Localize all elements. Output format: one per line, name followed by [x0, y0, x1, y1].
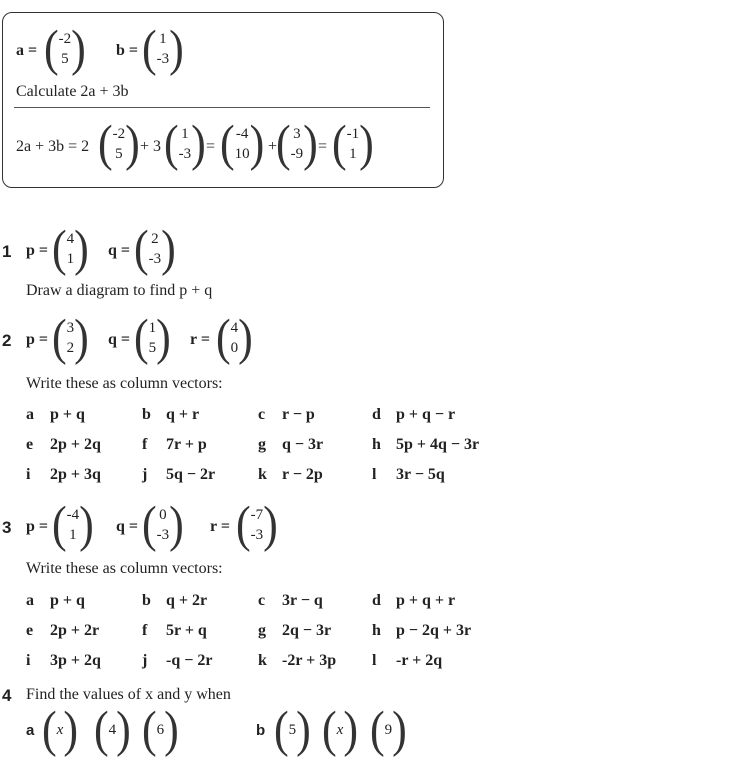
- part-expression: q − 3r: [282, 436, 324, 453]
- q3-part-a: [26, 592, 85, 610]
- q2-instruction: Write these as column vectors:: [26, 375, 223, 392]
- q4-part-a-label: a: [26, 722, 35, 739]
- cell: -2: [112, 126, 126, 142]
- cell: 9: [384, 722, 393, 738]
- part-expression: p + q: [50, 406, 85, 423]
- q3-part-k: [258, 652, 336, 670]
- q3-r-label: r =: [210, 518, 230, 535]
- cell: x: [336, 722, 344, 738]
- part-label: k: [258, 652, 267, 669]
- cell: 3: [293, 126, 301, 142]
- cell: -3: [250, 527, 264, 543]
- part-label: e: [26, 436, 34, 453]
- question-3-number: 3: [2, 518, 12, 537]
- part-label: g: [258, 622, 266, 639]
- q2-part-b: [142, 406, 199, 424]
- part-expression: p + q − r: [396, 406, 456, 423]
- part-label: b: [142, 592, 151, 609]
- part-label: j: [142, 466, 148, 483]
- vector-a-top: -2: [58, 31, 72, 47]
- cell: 10: [234, 146, 250, 162]
- q2-part-l: [372, 466, 445, 484]
- cell: 1: [349, 146, 357, 162]
- working-lhs: 2a + 3b = 2: [16, 138, 90, 155]
- q2-part-k: [258, 466, 323, 484]
- cell: -4: [235, 126, 249, 142]
- part-expression: 3r − q: [282, 592, 323, 609]
- part-expression: -2r + 3p: [282, 652, 337, 669]
- q2-part-f: [142, 436, 207, 454]
- q3-part-l: [372, 652, 442, 670]
- q3-part-d: [372, 592, 455, 610]
- cell: -3: [178, 146, 192, 162]
- part-expression: 2q − 3r: [282, 622, 332, 639]
- q1-q-label: q =: [108, 242, 131, 259]
- cell: 3: [66, 320, 75, 336]
- part-expression: -q − 2r: [166, 652, 213, 669]
- cell: -3: [156, 527, 170, 543]
- q3-part-f: [142, 622, 207, 640]
- q2-vector-p: ( 3 2 ): [52, 309, 89, 366]
- working-eq2: =: [318, 138, 328, 155]
- q4-instruction-text: Find the values of x and y when: [26, 686, 231, 703]
- part-label: a: [26, 406, 34, 423]
- q1-vector-p: ( 4 1 ): [52, 220, 89, 277]
- q2-part-d: [372, 406, 455, 424]
- cell: 4: [108, 722, 117, 738]
- q3-part-b: [142, 592, 207, 610]
- q1-instruction: Draw a diagram to find p + q: [26, 282, 213, 299]
- q3-part-g: [258, 622, 331, 640]
- q3-vector-r: ( -7 -3 ): [236, 496, 278, 553]
- working-vector-4: ( 3 -9 ): [276, 115, 318, 172]
- part-expression: 7r + p: [166, 436, 207, 453]
- part-label: k: [258, 466, 267, 483]
- cell: 5: [148, 340, 157, 356]
- example-instruction: Calculate 2a + 3b: [16, 83, 129, 100]
- working-vector-1: ( -2 5 ): [98, 115, 140, 172]
- part-expression: 5p + 4q − 3r: [396, 436, 480, 453]
- q2-part-a: [26, 406, 85, 424]
- q3-part-e: [26, 622, 99, 640]
- part-label: j: [142, 652, 148, 669]
- q2-vector-q: ( 1 5 ): [134, 309, 171, 366]
- part-label: b: [142, 406, 151, 423]
- working-vector-3: ( -4 10 ): [220, 115, 265, 172]
- part-label: c: [258, 592, 266, 609]
- part-expression: r − p: [282, 406, 315, 423]
- q3-part-h: [372, 622, 471, 640]
- q3-p-label: p =: [26, 518, 49, 535]
- part-expression: 3r − 5q: [396, 466, 445, 483]
- q4-part-b-label: b: [256, 722, 266, 739]
- question-1-number: 1: [2, 242, 12, 261]
- q3-vector-q: ( 0 -3 ): [142, 496, 184, 553]
- cell: 1: [148, 320, 157, 336]
- part-label: i: [26, 652, 31, 669]
- cell: -7: [250, 507, 264, 523]
- part-expression: p + q: [50, 592, 85, 609]
- working-vector-2: ( 1 -3 ): [164, 115, 206, 172]
- cell: -1: [346, 126, 360, 142]
- cell: 2: [66, 340, 75, 356]
- q2-part-c: [258, 406, 315, 424]
- part-expression: p − 2q + 3r: [396, 622, 472, 639]
- q4b-vector-3: ( 9 ): [370, 701, 407, 758]
- cell: x: [56, 722, 64, 738]
- part-label: d: [372, 592, 381, 609]
- part-label: l: [372, 652, 377, 669]
- q4b-vector-1: ( 5 ): [274, 701, 311, 758]
- working-vector-5: ( -1 1 ): [332, 115, 374, 172]
- cell: 6: [156, 722, 165, 738]
- part-expression: 3p + 2q: [50, 652, 101, 669]
- part-expression: 2p + 3q: [50, 466, 101, 483]
- part-expression: -r + 2q: [396, 652, 443, 669]
- cell: 5: [115, 146, 123, 162]
- working-plus: +: [268, 138, 278, 155]
- cell: 2: [151, 231, 159, 247]
- vector-b-top: 1: [159, 31, 167, 47]
- vector-a-bottom: 5: [61, 51, 69, 67]
- q2-r-label: r =: [190, 331, 210, 348]
- working-eq1: =: [206, 138, 216, 155]
- cell: -3: [148, 251, 162, 267]
- q2-part-g: [258, 436, 323, 454]
- part-label: h: [372, 622, 381, 639]
- part-expression: 2p + 2r: [50, 622, 100, 639]
- vector-b-label: b =: [116, 42, 139, 59]
- cell: -9: [290, 146, 304, 162]
- part-expression: 5r + q: [166, 622, 207, 639]
- q4a-vector-2: ( 4 ): [94, 701, 131, 758]
- part-expression: 5q − 2r: [166, 466, 216, 483]
- q3-part-c: [258, 592, 323, 610]
- q4a-vector-3: ( 6 ): [142, 701, 179, 758]
- q2-part-h: [372, 436, 479, 454]
- cell: -4: [66, 507, 80, 523]
- q2-vector-r: ( 4 0 ): [216, 309, 253, 366]
- part-label: l: [372, 466, 377, 483]
- part-label: f: [142, 436, 148, 453]
- cell: 1: [181, 126, 189, 142]
- vector-b: ( 1 -3 ): [142, 20, 184, 77]
- working-plus3: + 3: [140, 138, 162, 155]
- part-label: d: [372, 406, 381, 423]
- part-label: a: [26, 592, 34, 609]
- cell: 4: [66, 231, 75, 247]
- part-expression: 2p + 2q: [50, 436, 101, 453]
- q3-part-j: [142, 652, 212, 670]
- q4a-vector-1: ( x ): [42, 701, 78, 758]
- q3-q-label: q =: [116, 518, 139, 535]
- part-expression: r − 2p: [282, 466, 323, 483]
- cell: 1: [66, 251, 75, 267]
- vector-a-label: a =: [16, 42, 38, 59]
- q2-part-e: [26, 436, 101, 454]
- part-label: g: [258, 436, 266, 453]
- part-expression: q + r: [166, 406, 200, 423]
- q3-instruction: Write these as column vectors:: [26, 560, 223, 577]
- cell: 4: [230, 320, 239, 336]
- part-label: h: [372, 436, 381, 453]
- cell: 1: [69, 527, 77, 543]
- cell: 0: [230, 340, 239, 356]
- cell: 5: [288, 722, 297, 738]
- question-4-number: 4: [2, 686, 12, 705]
- divider: [14, 107, 430, 108]
- q1-p-label: p =: [26, 242, 49, 259]
- part-expression: p + q + r: [396, 592, 456, 609]
- part-expression: q + 2r: [166, 592, 208, 609]
- part-label: e: [26, 622, 34, 639]
- cell: 0: [159, 507, 167, 523]
- part-label: i: [26, 466, 31, 483]
- part-label: f: [142, 622, 148, 639]
- q4b-vector-2: ( x ): [322, 701, 358, 758]
- q2-part-i: [26, 466, 101, 484]
- vector-b-bottom: -3: [156, 51, 170, 67]
- q2-q-label: q =: [108, 331, 131, 348]
- q2-part-j: [142, 466, 215, 484]
- q2-p-label: p =: [26, 331, 49, 348]
- q3-part-i: [26, 652, 101, 670]
- q3-vector-p: ( -4 1 ): [52, 496, 94, 553]
- question-2-number: 2: [2, 331, 12, 350]
- q1-vector-q: ( 2 -3 ): [134, 220, 176, 277]
- part-label: c: [258, 406, 266, 423]
- vector-a: ( -2 5 ): [44, 20, 86, 77]
